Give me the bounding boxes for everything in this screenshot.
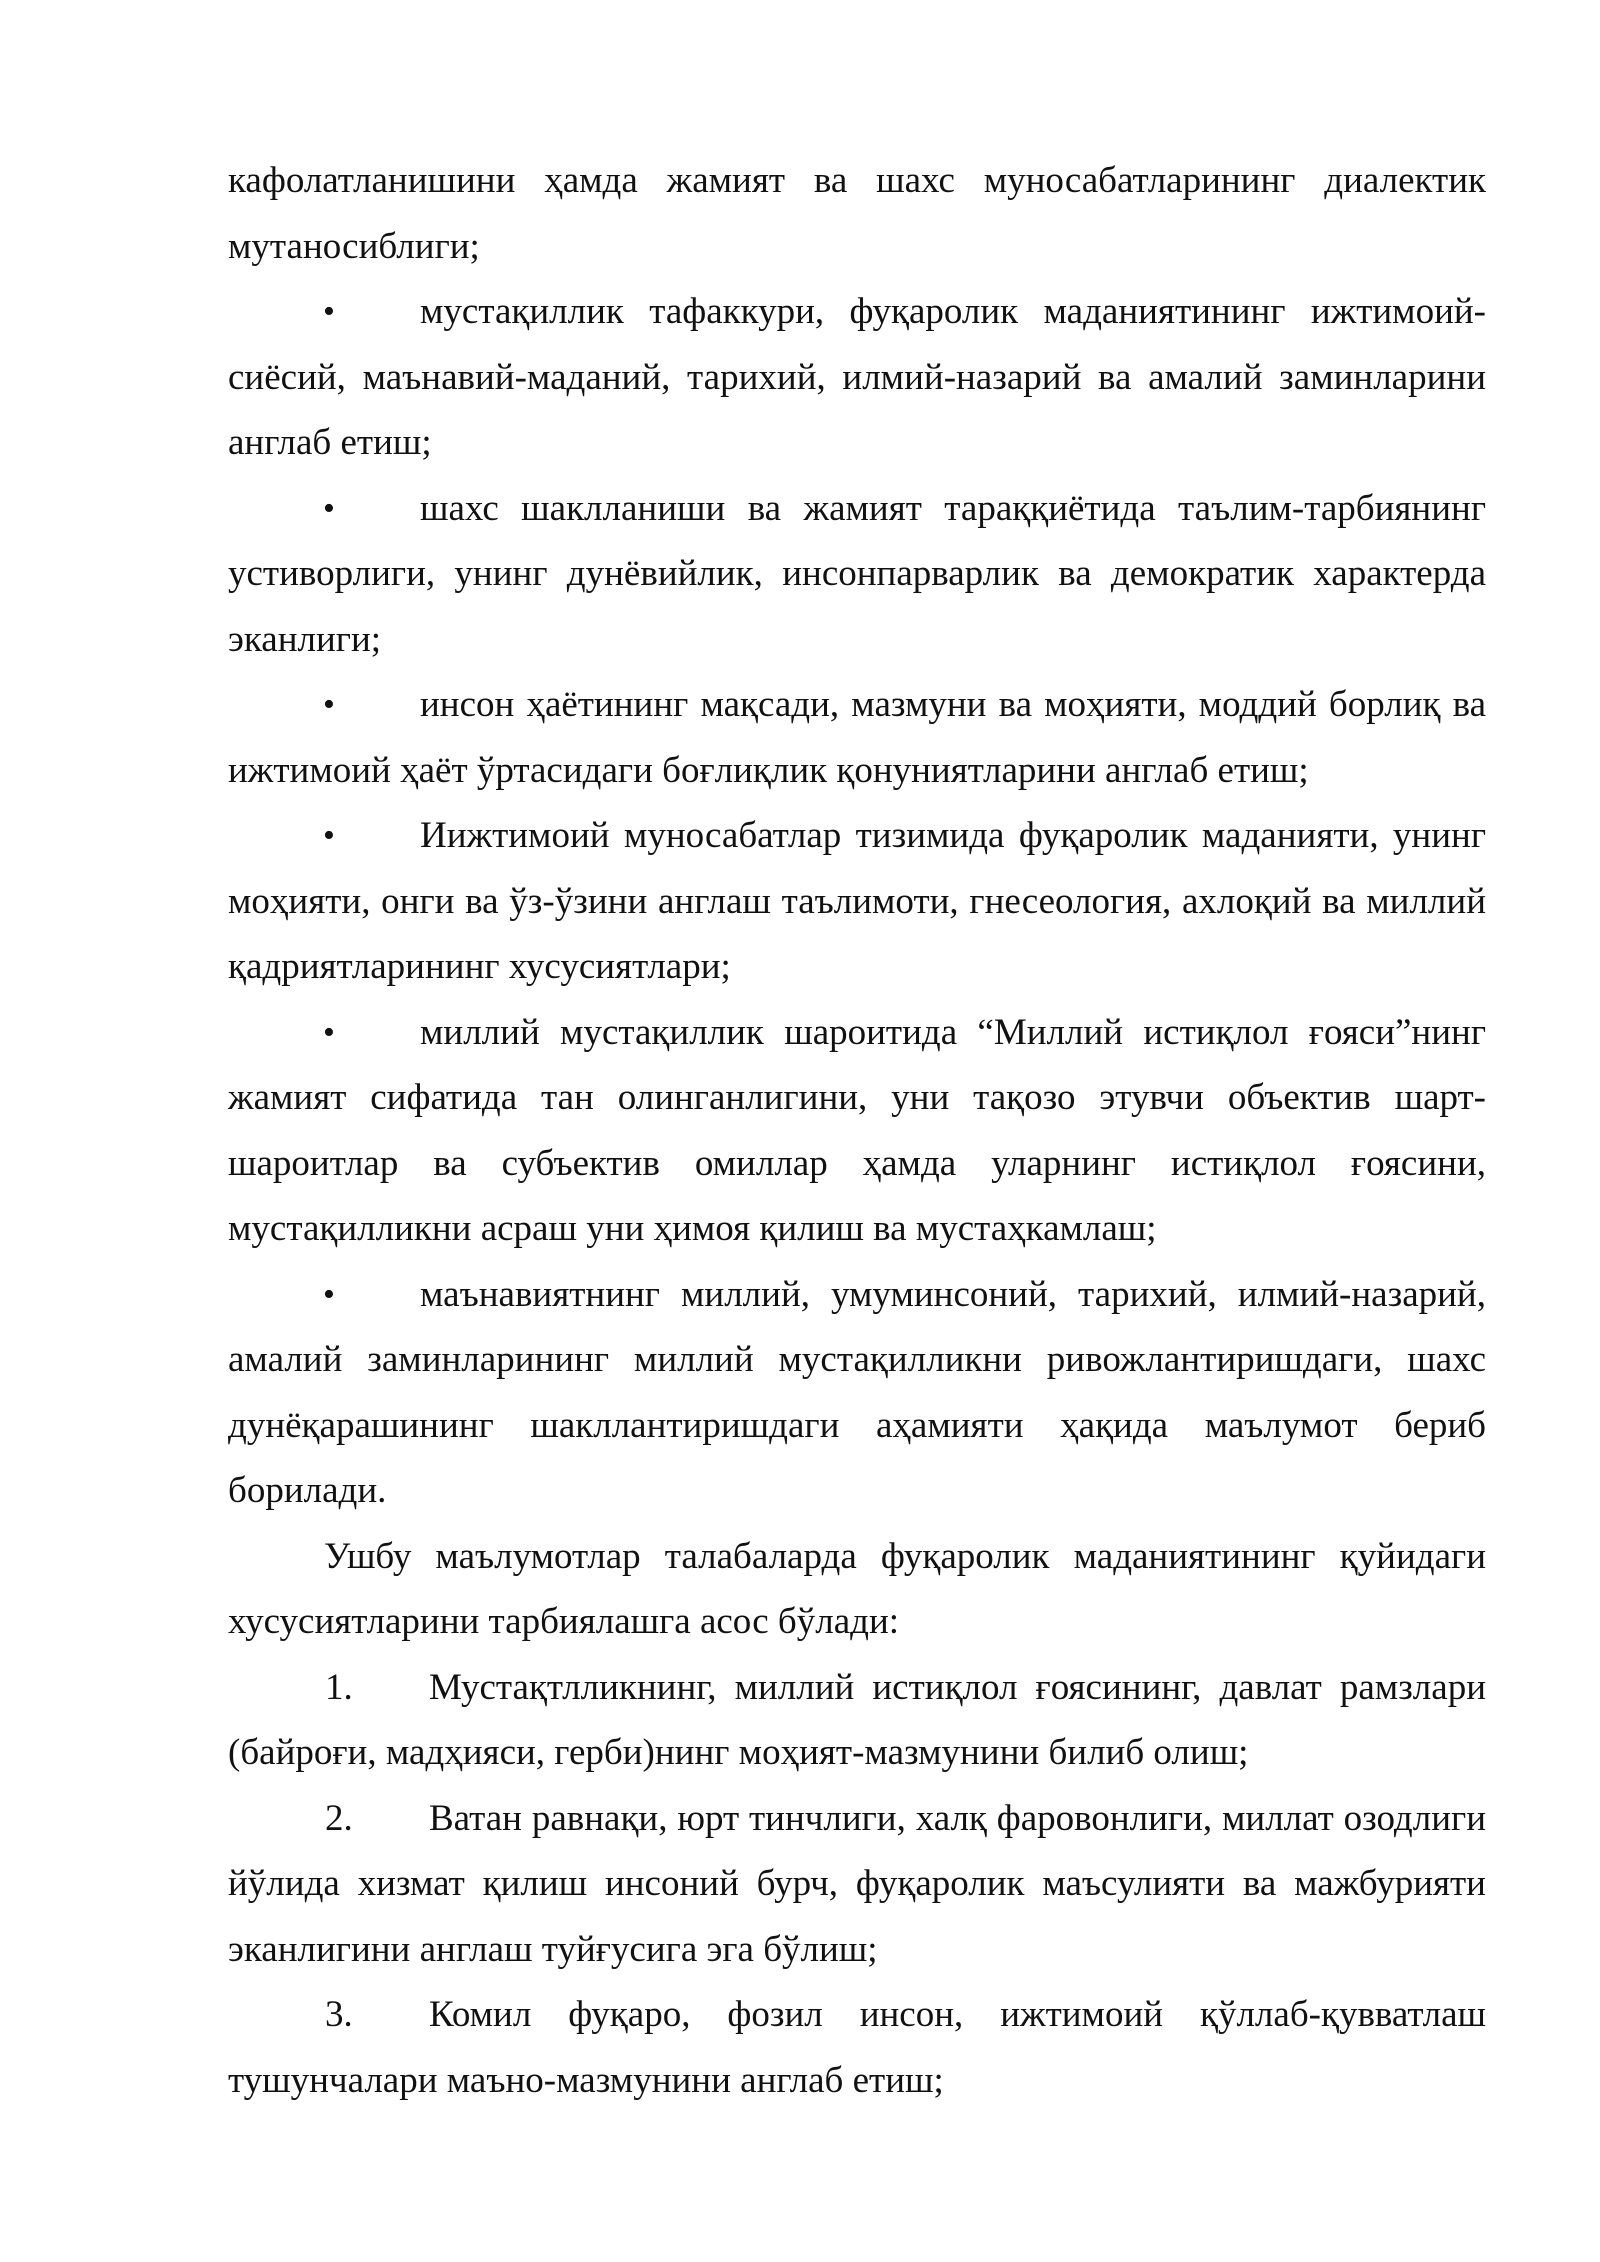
numbered-item — [228, 1786, 1486, 1983]
item-text: Ватан равнақи, юрт тинчлиги, халқ фаровонлиги, миллат озодлиги йўлида хизмат қилиш инсоний бурч, фуқаролик маъсулияти ва мажбурияти эканлигини англаш туйғусига эга бўлиш; — [228, 1797, 1486, 1970]
intro-paragraph: Ушбу маълумотлар талабаларда фуқаролик маданиятининг қуйидаги хусусиятларини тарбиялашга асос бўлади: — [228, 1535, 1486, 1642]
bullet-dot-icon: • — [323, 1275, 335, 1313]
bullet-dot-icon: • — [323, 817, 335, 854]
bullet-dot-icon: • — [323, 489, 335, 527]
bullet-text: инсон ҳаётининг мақсади, мазмуни ва моҳияти, моддий борлиқ ва ижтимоий ҳаёт ўртасидаги боғлиқлик қонуниятларини англаб етиш; — [228, 684, 1486, 791]
item-number: 3. — [325, 1994, 353, 2035]
bullet-item — [228, 279, 1486, 476]
bullet-item — [228, 1000, 1486, 1262]
bullet-text: шахс шаклланиши ва жамият тараққиётида таълим-тарбиянинг устиворлиги, унинг дунёвийлик, инсонпарварлик ва демократик характерда эканлиги; — [228, 487, 1486, 660]
bullet-item — [228, 672, 1486, 803]
bullet-text: маънавиятнинг миллий, умуминсоний, тарихий, илмий-назарий, амалий заминларининг миллий мустақилликни ривожлантиришдаги, шахс дунёқарашининг шакллантиришдаги аҳамияти ҳақида маълумот бериб борилади. — [228, 1273, 1486, 1511]
continuation-paragraph: кафолатланишини ҳамда жамият ва шахс муносабатларининг диалектик мутаносиблиги; — [228, 160, 1486, 267]
bullet-item — [228, 803, 1486, 1000]
bullet-item — [228, 1262, 1486, 1524]
numbered-item — [228, 1655, 1486, 1786]
item-number: 1. — [325, 1666, 353, 1708]
item-text: Комил фуқаро, фозил инсон, ижтимоий қўллаб-қувватлаш тушунчалари маъно-мазмунини англаб етиш; — [228, 1994, 1486, 2101]
bullet-dot-icon: • — [323, 1013, 335, 1051]
numbered-list — [228, 1655, 1486, 2114]
bullet-dot-icon: • — [323, 293, 335, 330]
item-number: 2. — [325, 1797, 353, 1839]
bullet-text: миллий мустақиллик шароитида “Миллий истиқлол ғояси”нинг жамият сифатида тан олинганлигини, уни тақозо этувчи объектив шарт-шароитлар ва субъектив омиллар ҳамда уларнинг истиқлол ғоясини, мустақилликни асраш уни ҳимоя қилиш ва мустаҳкамлаш; — [228, 1011, 1486, 1249]
numbered-item — [228, 1982, 1486, 2113]
bullet-text: Иижтимоий муносабатлар тизимида фуқаролик маданияти, унинг моҳияти, онги ва ўз-ўзини англаш таълимоти, гнесеология, ахлоқий ва миллий қадриятларининг хусусиятлари; — [228, 815, 1486, 987]
bullet-dot-icon: • — [323, 686, 335, 723]
bullet-list — [228, 279, 1486, 1524]
document-page — [228, 148, 1486, 2113]
bullet-text: мустақиллик тафаккури, фуқаролик маданиятининг ижтимоий-сиёсий, маънавий-маданий, тарихий, илмий-назарий ва амалий заминларини англаб етиш; — [228, 291, 1486, 463]
bullet-item — [228, 476, 1486, 673]
item-text: Мустақтлликнинг, миллий истиқлол ғоясининг, давлат рамзлари (байроғи, мадҳияси, герби)нинг моҳият-мазмунини билиб олиш; — [228, 1666, 1486, 1773]
